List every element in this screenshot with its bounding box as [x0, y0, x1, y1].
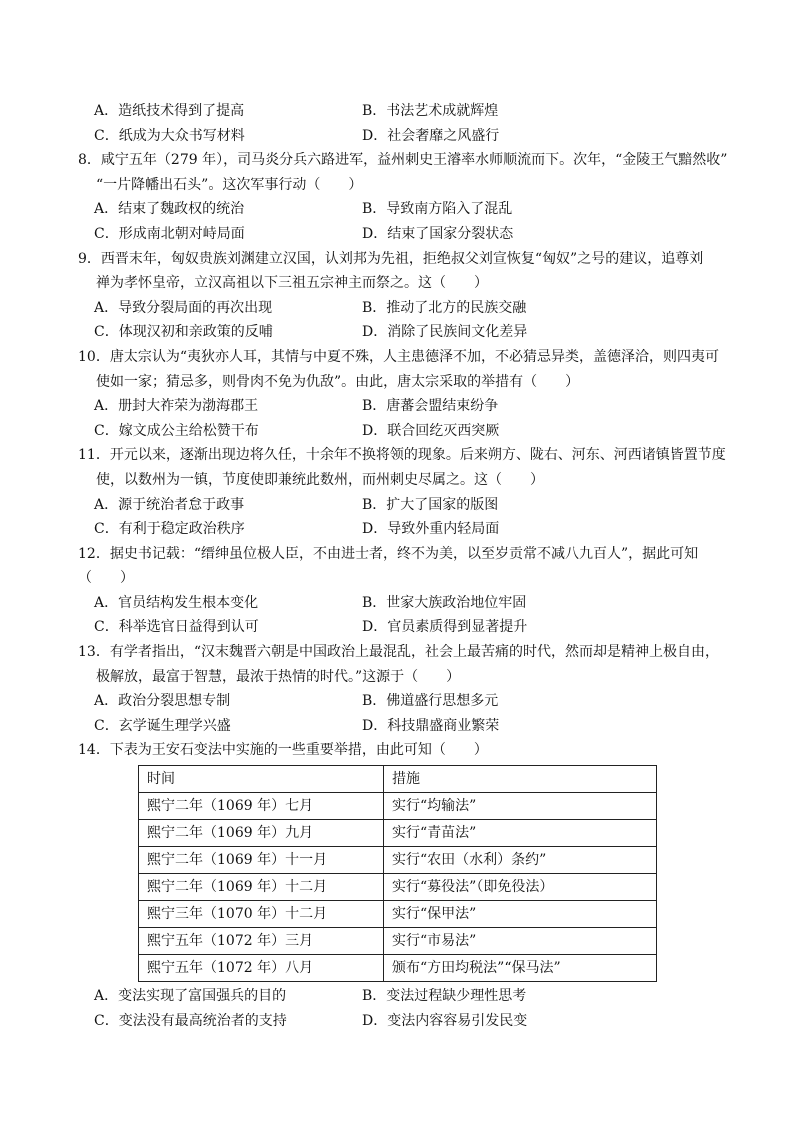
- question-9: [78, 247, 738, 345]
- q8-option-c: C．形成南北朝对峙局面: [94, 225, 245, 242]
- q14-options: [78, 984, 738, 1033]
- table-row: [139, 820, 657, 847]
- q8-option-d: D．结束了国家分裂状态: [362, 225, 514, 242]
- reform-measures-table: [138, 765, 657, 982]
- table-cell-time: 熙宁五年（1072 年）八月: [139, 955, 384, 982]
- q14-option-c: C．变法没有最高统治者的支持: [94, 1012, 287, 1029]
- q11-option-b: B．扩大了国家的版图: [362, 496, 499, 513]
- table-cell-time: 熙宁二年（1069 年）十一月: [139, 847, 384, 874]
- q11-option-c: C．有利于稳定政治秩序: [94, 521, 245, 538]
- q7-option-b: B．书法艺术成就辉煌: [362, 103, 499, 119]
- table-cell-measure: 颁布“方田均税法”“保马法”: [384, 955, 657, 982]
- q11-option-a: A．源于统治者怠于政事: [94, 496, 245, 513]
- table-row: [139, 955, 657, 982]
- q10-option-a: A．册封大祚荣为渤海郡王: [94, 398, 259, 415]
- q13-stem-line2: 极解放，最富于智慧，最浓于热情的时代。”这源于（ ）: [96, 668, 461, 685]
- q10-option-b: B．唐蕃会盟结束纷争: [362, 398, 499, 415]
- table-cell-time: 熙宁三年（1070 年）十二月: [139, 901, 384, 928]
- q10-option-c: C．嫁文成公主给松赞干布: [94, 422, 259, 439]
- q10-options: [78, 394, 738, 443]
- table-cell-measure: 实行“均输法”: [384, 793, 657, 820]
- q12-option-d: D．官员素质得到显著提升: [362, 619, 528, 636]
- table-row: [139, 793, 657, 820]
- q13-option-b: B．佛道盛行思想多元: [362, 693, 499, 710]
- q7-option-a: A．造纸技术得到了提高: [94, 103, 245, 119]
- table-cell-time: 熙宁二年（1069 年）十二月: [139, 874, 384, 901]
- exam-page: [78, 99, 738, 1033]
- q13-option-a: A．政治分裂思想专制: [94, 693, 231, 710]
- q9-option-b: B．推动了北方的民族交融: [362, 299, 527, 316]
- table-cell-measure: 实行“农田（水利）条约”: [384, 847, 657, 874]
- question-12: [78, 542, 738, 640]
- q12-options: [78, 591, 738, 640]
- q13-stem-line1: 13．有学者指出，“汉末魏晋六朝是中国政治上最混乱，社会上最苦痛的时代，然而却是精神上极自由，: [78, 644, 719, 661]
- q13-option-d: D．科技鼎盛商业繁荣: [362, 717, 500, 734]
- q7-option-d: D．社会奢靡之风盛行: [362, 127, 500, 144]
- q14-option-a: A．变法实现了富国强兵的目的: [94, 988, 287, 1005]
- table-cell-measure: 实行“保甲法”: [384, 901, 657, 928]
- question-11: [78, 443, 738, 541]
- q9-option-c: C．体现汉初和亲政策的反哺: [94, 324, 273, 341]
- q9-option-d: D．消除了民族间文化差异: [362, 324, 528, 341]
- q13-option-c: C．玄学诞生理学兴盛: [94, 717, 231, 734]
- question-8: [78, 148, 738, 246]
- question-13: [78, 640, 738, 738]
- q10-stem-line1: 10．唐太宗认为“夷狄亦人耳，其情与中夏不殊，人主患德泽不加，不必猜忌异类，盖德泽洽，则四夷可: [78, 348, 719, 365]
- q7-option-c: C．纸成为大众书写材料: [94, 127, 245, 144]
- q8-option-a: A．结束了魏政权的统治: [94, 201, 245, 218]
- question-14: [78, 738, 738, 1033]
- table-cell-time: 熙宁二年（1069 年）七月: [139, 793, 384, 820]
- table-header-time: 时间: [139, 766, 384, 793]
- q8-options: [78, 197, 738, 246]
- question-10: [78, 345, 738, 443]
- q11-stem-line1: 11．开元以来，逐渐出现边将久任，十余年不换将领的现象。后来朔方、陇右、河东、河西诸镇皆置节度: [78, 447, 726, 464]
- q9-options: [78, 296, 738, 345]
- q9-stem-line2: 禅为孝怀皇帝，立汉高祖以下三祖五宗神主而祭之。这（ ）: [96, 275, 488, 292]
- q9-option-a: A．导致分裂局面的再次出现: [94, 299, 273, 316]
- q9-stem-line1: 9．西晋末年，匈奴贵族刘渊建立汉国，认刘邦为先祖，拒绝叔父刘宣恢复“匈奴”之号的建议，追尊刘: [78, 250, 704, 267]
- table-cell-measure: 实行“市易法”: [384, 928, 657, 955]
- q10-option-d: D．联合回纥灭西突厥: [362, 422, 500, 439]
- q7-options: [78, 99, 738, 148]
- q12-option-b: B．世家大族政治地位牢固: [362, 594, 527, 611]
- q10-stem-line2: 使如一家；猜忌多，则骨肉不免为仇敌”。由此，唐太宗采取的举措有（ ）: [96, 373, 580, 390]
- q12-option-a: A．官员结构发生根本变化: [94, 594, 259, 611]
- q14-stem-line1: 14．下表为王安石变法中实施的一些重要举措，由此可知（ ）: [78, 742, 488, 759]
- table-header-row: [139, 766, 657, 793]
- q8-stem-line2: “一片降幡出石头”。这次军事行动（ ）: [96, 176, 363, 193]
- q12-option-c: C．科举选官日益得到认可: [94, 619, 259, 636]
- table-cell-time: 熙宁二年（1069 年）九月: [139, 820, 384, 847]
- table-row: [139, 901, 657, 928]
- q14-option-d: D．变法内容容易引发民变: [362, 1012, 528, 1029]
- table-header-measure: 措施: [384, 766, 657, 793]
- q8-option-b: B．导致南方陷入了混乱: [362, 201, 513, 218]
- q11-options: [78, 493, 738, 542]
- table-cell-measure: 实行“募役法”（即免役法）: [384, 874, 657, 901]
- table-row: [139, 874, 657, 901]
- table-row: [139, 847, 657, 874]
- table-cell-measure: 实行“青苗法”: [384, 820, 657, 847]
- q8-stem-line1: 8．咸宁五年（279 年），司马炎分兵六路进军，益州刺史王濬率水师顺流而下。次年，“金陵王气黯然收”: [78, 152, 728, 169]
- q12-stem-line1: 12．据史书记载：“缙绅虽位极人臣，不由进士者，终不为美，以至岁贡常不减八九百人”，据此可知（ ）: [78, 545, 699, 587]
- q11-stem-line2: 使，以数州为一镇，节度使即兼统此数州，而州刺史尽属之。这（ ）: [96, 471, 544, 488]
- q13-options: [78, 689, 738, 738]
- q14-option-b: B．变法过程缺少理性思考: [362, 988, 527, 1005]
- table-cell-time: 熙宁五年（1072 年）三月: [139, 928, 384, 955]
- q11-option-d: D．导致外重内轻局面: [362, 521, 500, 538]
- table-row: [139, 928, 657, 955]
